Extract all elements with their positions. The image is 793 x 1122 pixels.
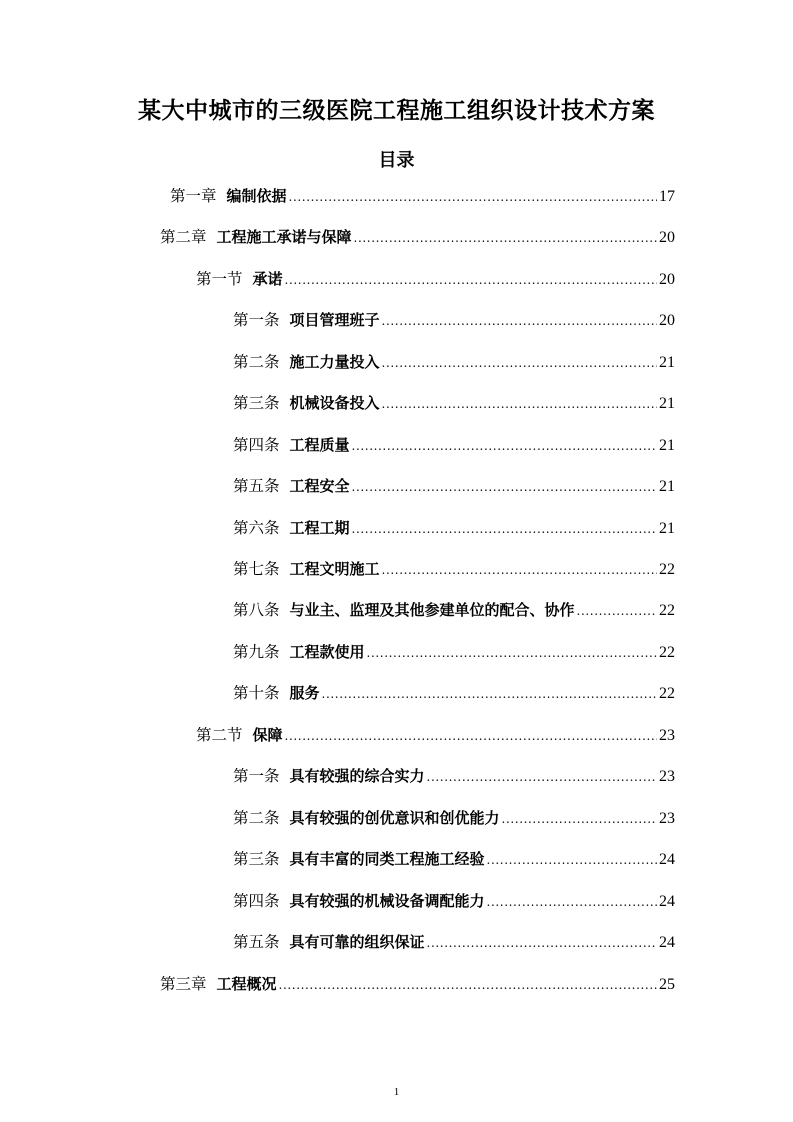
toc-leader-dots bbox=[279, 978, 657, 992]
toc-entry-page: 23 bbox=[659, 727, 675, 744]
toc-entry[interactable] bbox=[233, 764, 675, 790]
toc-entry[interactable] bbox=[233, 930, 675, 956]
toc-entry-number: 第二章 bbox=[160, 228, 207, 246]
document-title: 某大中城市的三级医院工程施工组织设计技术方案 bbox=[138, 98, 655, 124]
toc-entry[interactable] bbox=[233, 681, 675, 707]
toc-entry-page: 24 bbox=[659, 893, 675, 910]
toc-entry-title: 工程安全 bbox=[289, 477, 350, 495]
toc-leader-dots bbox=[382, 356, 657, 370]
toc-entry-number: 第七条 bbox=[233, 560, 280, 578]
toc-leader-dots bbox=[352, 522, 657, 536]
toc-entry[interactable] bbox=[233, 889, 675, 915]
toc-entry-title: 工程工期 bbox=[289, 519, 350, 537]
toc-entry[interactable] bbox=[233, 847, 675, 873]
toc-leader-dots bbox=[577, 604, 657, 618]
toc-entry-page: 22 bbox=[659, 561, 675, 578]
toc-entry-title: 服务 bbox=[289, 684, 320, 702]
toc-entry-page: 21 bbox=[659, 395, 675, 412]
toc-entry[interactable] bbox=[233, 640, 675, 666]
toc-leader-dots bbox=[487, 895, 657, 909]
toc-entry-number: 第一节 bbox=[196, 270, 243, 288]
toc-entry-page: 17 bbox=[659, 188, 675, 205]
toc-leader-dots bbox=[427, 770, 657, 784]
toc-leader-dots bbox=[352, 480, 657, 494]
toc-entry-number: 第二条 bbox=[233, 809, 280, 827]
toc-entry-title: 工程质量 bbox=[289, 436, 350, 454]
toc-entry-title: 承诺 bbox=[252, 270, 283, 288]
toc-entry-number: 第三章 bbox=[160, 975, 207, 993]
toc-entry-page: 20 bbox=[659, 312, 675, 329]
toc-leader-dots bbox=[382, 563, 657, 577]
toc-entry-page: 21 bbox=[659, 437, 675, 454]
toc-entry-title: 具有可靠的组织保证 bbox=[289, 933, 425, 951]
toc-entry-title: 具有丰富的同类工程施工经验 bbox=[289, 850, 485, 868]
toc-entry[interactable] bbox=[170, 184, 675, 210]
toc-leader-dots bbox=[289, 190, 657, 204]
toc-entry-page: 22 bbox=[659, 644, 675, 661]
toc-entry-page: 21 bbox=[659, 478, 675, 495]
toc-entry-number: 第二条 bbox=[233, 353, 280, 371]
page-number: 1 bbox=[393, 1086, 400, 1098]
toc-entry-page: 23 bbox=[659, 810, 675, 827]
toc-entry-title: 具有较强的创优意识和创优能力 bbox=[289, 809, 500, 827]
toc-entry-title: 具有较强的机械设备调配能力 bbox=[289, 892, 485, 910]
toc-leader-dots bbox=[487, 853, 657, 867]
toc-entry[interactable] bbox=[233, 516, 675, 542]
toc-entry-page: 25 bbox=[659, 976, 675, 993]
toc-leader-dots bbox=[354, 231, 657, 245]
toc-entry[interactable] bbox=[233, 557, 675, 583]
toc-entry-page: 20 bbox=[659, 271, 675, 288]
toc-entry-title: 具有较强的综合实力 bbox=[289, 767, 425, 785]
toc-entry-title: 工程款使用 bbox=[289, 643, 365, 661]
toc-leader-dots bbox=[427, 936, 657, 950]
toc-entry-title: 机械设备投入 bbox=[289, 394, 380, 412]
toc-entry-number: 第五条 bbox=[233, 933, 280, 951]
toc-leader-dots bbox=[367, 646, 657, 660]
toc-entry-page: 24 bbox=[659, 934, 675, 951]
toc-entry-title: 工程施工承诺与保障 bbox=[216, 228, 352, 246]
toc-entry[interactable] bbox=[233, 391, 675, 417]
toc-entry[interactable] bbox=[160, 225, 675, 251]
toc-entry[interactable] bbox=[233, 474, 675, 500]
toc-entry[interactable] bbox=[233, 433, 675, 459]
toc-leader-dots bbox=[502, 812, 657, 826]
toc-entry-page: 22 bbox=[659, 602, 675, 619]
toc-leader-dots bbox=[285, 273, 657, 287]
toc-entry-number: 第二节 bbox=[196, 726, 243, 744]
toc-entry-number: 第六条 bbox=[233, 519, 280, 537]
toc-entry-number: 第九条 bbox=[233, 643, 280, 661]
toc-entry-title: 保障 bbox=[252, 726, 283, 744]
toc-entry-page: 23 bbox=[659, 768, 675, 785]
toc-entry-page: 21 bbox=[659, 520, 675, 537]
toc-entry-page: 20 bbox=[659, 229, 675, 246]
toc-entry-title: 项目管理班子 bbox=[289, 311, 380, 329]
toc-leader-dots bbox=[322, 687, 657, 701]
toc-entry-number: 第一条 bbox=[233, 311, 280, 329]
toc-entry[interactable] bbox=[233, 350, 675, 376]
toc-entry-number: 第五条 bbox=[233, 477, 280, 495]
toc-leader-dots bbox=[285, 729, 657, 743]
toc-leader-dots bbox=[382, 397, 657, 411]
toc-entry[interactable] bbox=[233, 806, 675, 832]
toc-entry[interactable] bbox=[233, 598, 675, 624]
toc-entry[interactable] bbox=[196, 267, 675, 293]
toc-heading: 目录 bbox=[378, 150, 415, 171]
toc-entry[interactable] bbox=[160, 972, 675, 998]
toc-entry-number: 第四条 bbox=[233, 892, 280, 910]
toc-entry-number: 第四条 bbox=[233, 436, 280, 454]
toc-leader-dots bbox=[382, 314, 657, 328]
toc-leader-dots bbox=[352, 439, 657, 453]
toc-entry-title: 施工力量投入 bbox=[289, 353, 380, 371]
toc-entry-number: 第一条 bbox=[233, 767, 280, 785]
toc-entry-title: 工程概况 bbox=[216, 975, 277, 993]
toc-entry-title: 工程文明施工 bbox=[289, 560, 380, 578]
toc-entry-number: 第十条 bbox=[233, 684, 280, 702]
toc-entry-page: 22 bbox=[659, 685, 675, 702]
toc-entry[interactable] bbox=[196, 723, 675, 749]
toc-entry-page: 24 bbox=[659, 851, 675, 868]
toc-entry-number: 第一章 bbox=[170, 187, 217, 205]
toc-entry-title: 与业主、监理及其他参建单位的配合、协作 bbox=[289, 601, 575, 619]
toc-entry-number: 第三条 bbox=[233, 850, 280, 868]
toc-entry[interactable] bbox=[233, 308, 675, 334]
toc-entry-page: 21 bbox=[659, 354, 675, 371]
toc-entry-title: 编制依据 bbox=[226, 187, 287, 205]
toc-entry-number: 第三条 bbox=[233, 394, 280, 412]
toc-entry-number: 第八条 bbox=[233, 601, 280, 619]
